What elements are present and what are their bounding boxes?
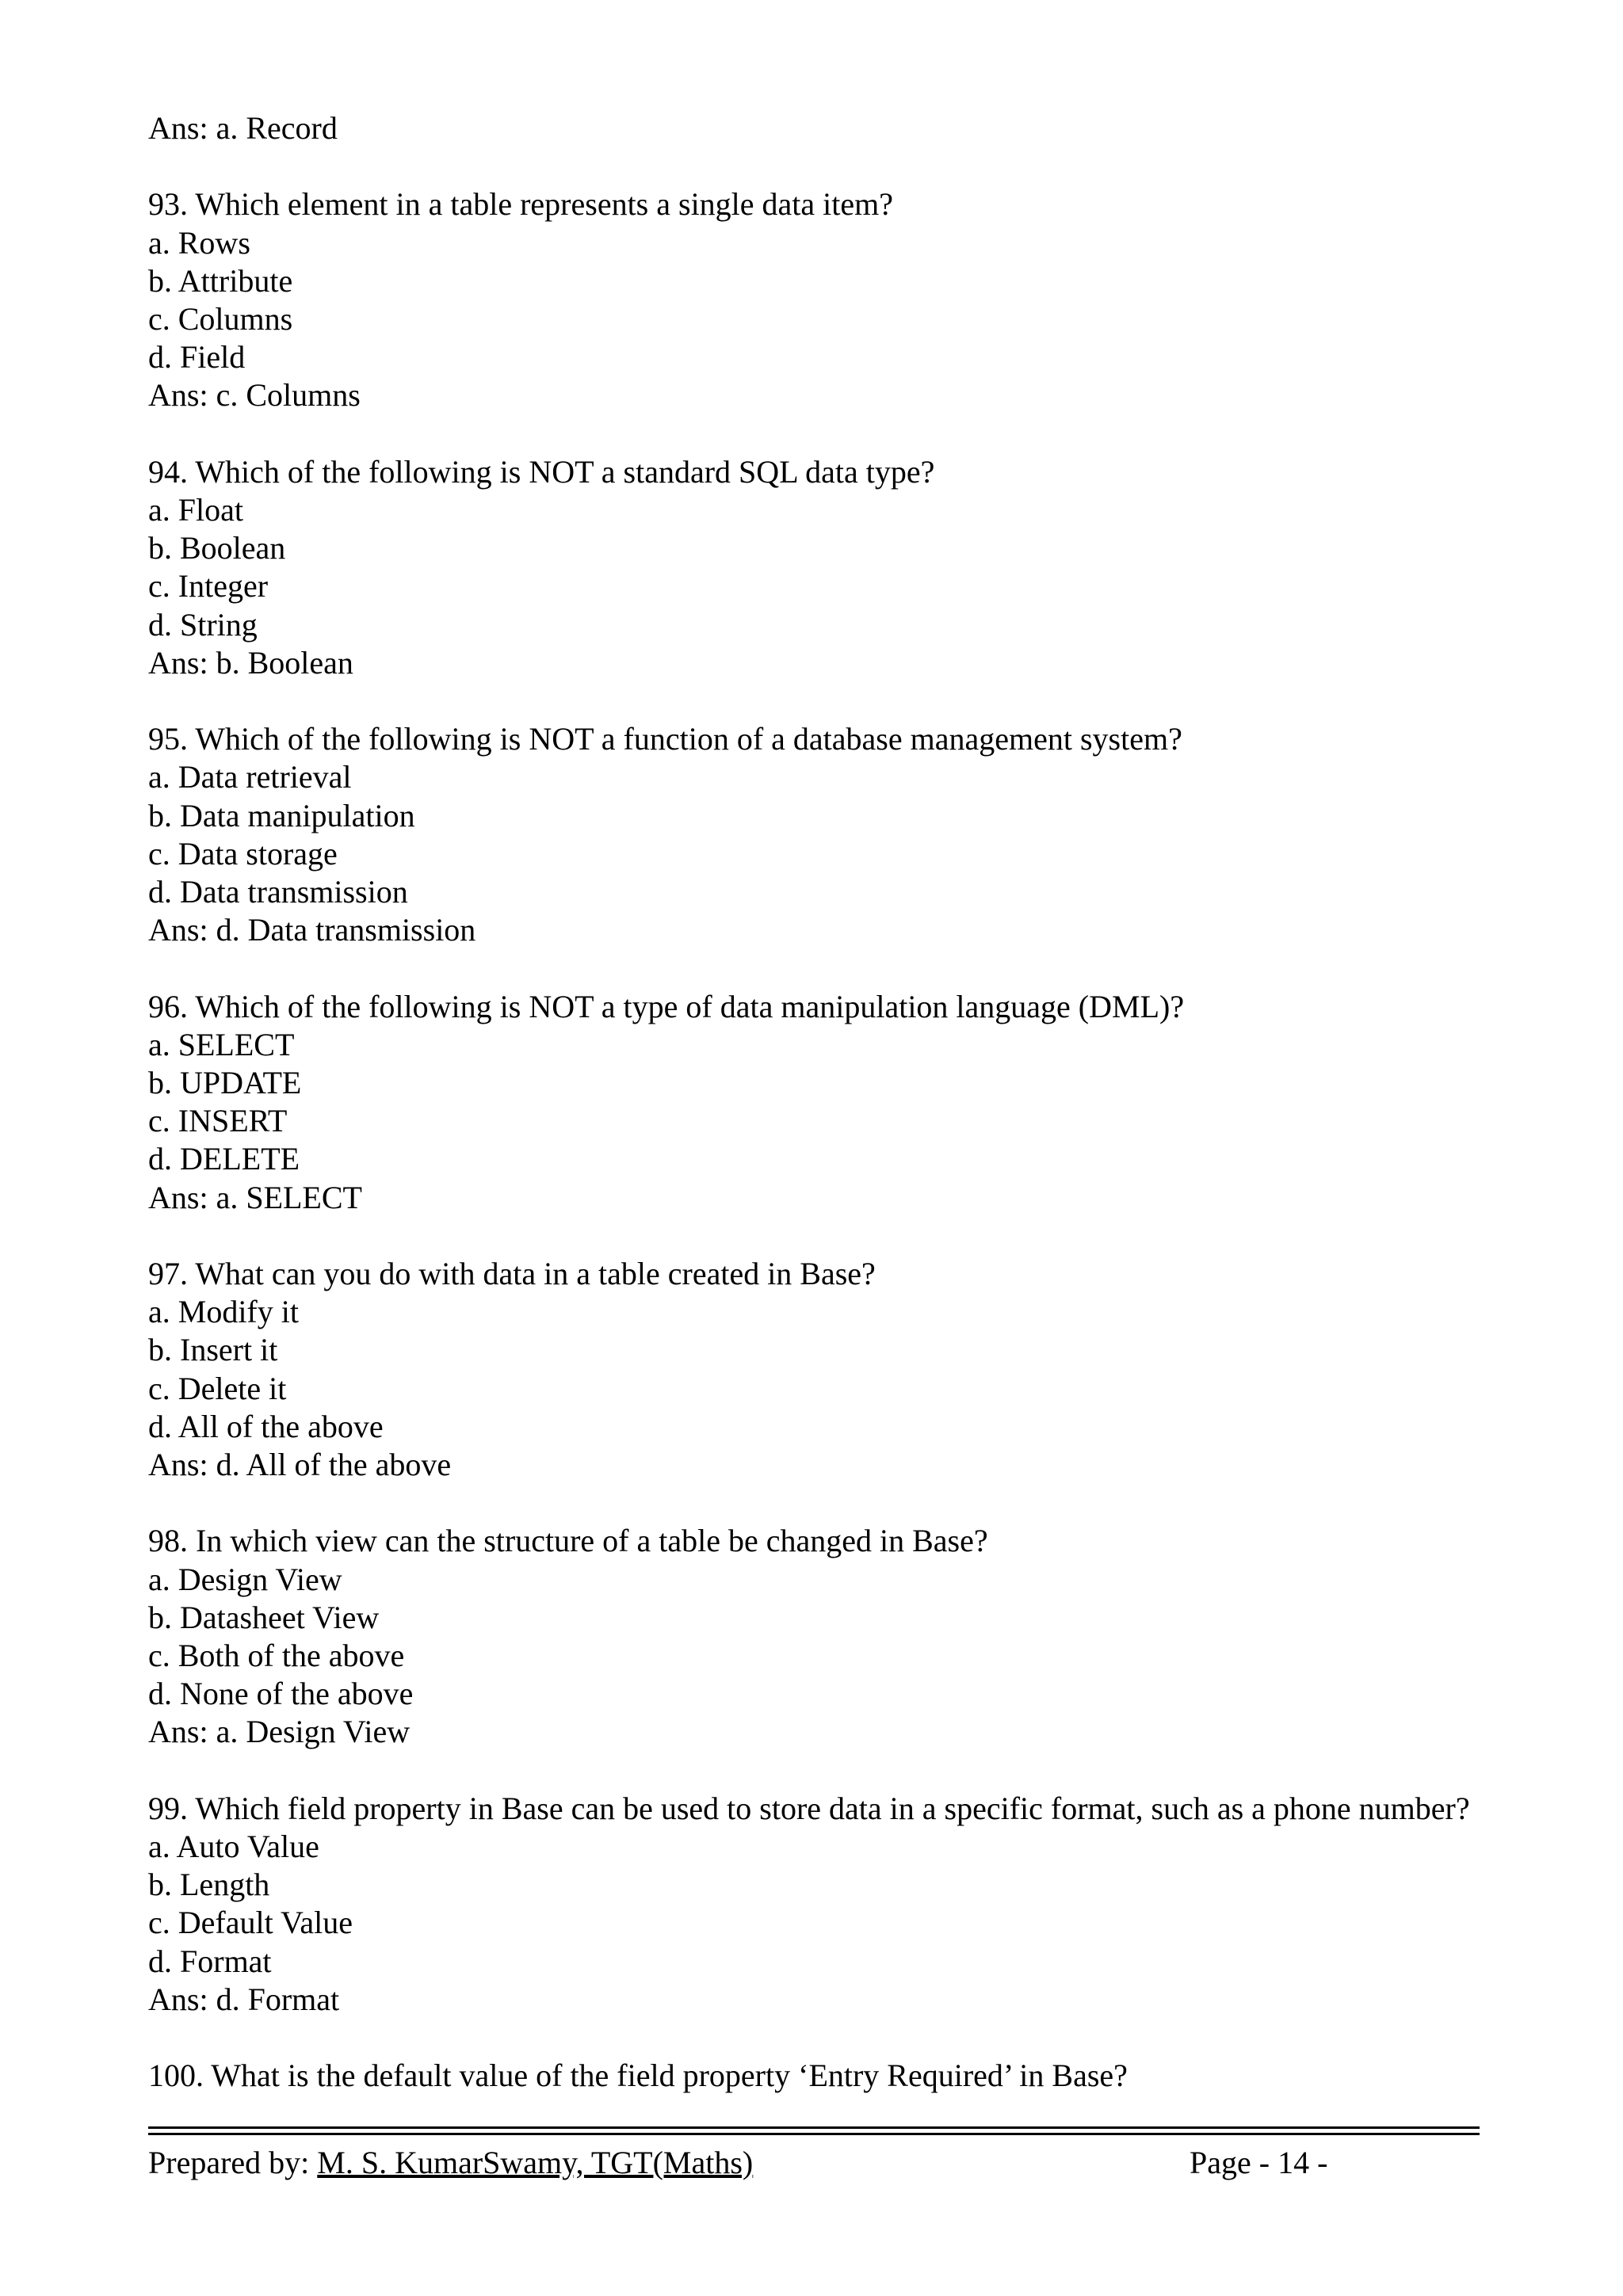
footer-rule-bottom (148, 2133, 1480, 2135)
question-text: 98. In which view can the structure of a table be changed in Base? (148, 1523, 988, 1559)
answer-text: Ans: a. Design View (148, 1714, 411, 1750)
page-footer (148, 2144, 1337, 2182)
question-text: 99. Which field property in Base can be used to store data in a specific format, such as a phone number? (148, 1790, 1470, 1826)
document-body (148, 109, 1495, 2095)
option-b: b. Data manipulation (148, 797, 415, 833)
option-d: d. None of the above (148, 1676, 414, 1712)
option-b: b. UPDATE (148, 1065, 302, 1101)
option-c: c. INSERT (148, 1103, 288, 1139)
option-c: c. Columns (148, 301, 293, 337)
answer-text: Ans: d. Format (148, 1981, 340, 2017)
page-number: Page - 14 - (1190, 2145, 1328, 2180)
question-100-text: 100. What is the default value of the field property ‘Entry Required’ in Base? (148, 2058, 1128, 2094)
option-d: d. Format (148, 1943, 272, 1979)
option-c: c. Integer (148, 568, 269, 605)
option-d: d. Data transmission (148, 874, 408, 910)
question-98 (148, 1522, 1495, 1751)
option-a: a. Auto Value (148, 1829, 319, 1865)
answer-text: Ans: c. Columns (148, 377, 361, 414)
option-b: b. Insert it (148, 1332, 278, 1368)
option-c: c. Both of the above (148, 1638, 405, 1674)
option-a: a. SELECT (148, 1026, 295, 1062)
option-b: b. Length (148, 1867, 270, 1903)
question-text: 94. Which of the following is NOT a standard SQL data type? (148, 453, 935, 490)
question-text: 96. Which of the following is NOT a type of data manipulation language (DML)? (148, 988, 1185, 1024)
question-93 (148, 185, 1495, 414)
option-c: c. Default Value (148, 1905, 353, 1941)
footer-rule-top (148, 2126, 1480, 2129)
footer-prefix: Prepared by: (148, 2145, 318, 2180)
option-d: d. String (148, 606, 258, 643)
question-97 (148, 1255, 1495, 1484)
question-96 (148, 988, 1495, 1217)
option-d: d. All of the above (148, 1408, 384, 1444)
option-b: b. Attribute (148, 262, 293, 299)
option-c: c. Delete it (148, 1370, 287, 1406)
answer-text: Ans: b. Boolean (148, 644, 353, 681)
footer-author: M. S. KumarSwamy, TGT(Maths) (317, 2145, 754, 2180)
option-a: a. Float (148, 492, 243, 528)
answer-text: Ans: d. All of the above (148, 1447, 452, 1483)
answer-text: Ans: a. SELECT (148, 1179, 362, 1215)
option-a: a. Data retrieval (148, 759, 352, 795)
option-d: d. DELETE (148, 1141, 300, 1177)
previous-answer: Ans: a. Record (148, 110, 338, 146)
option-a: a. Modify it (148, 1294, 299, 1330)
question-99 (148, 1790, 1495, 2019)
option-b: b. Datasheet View (148, 1599, 380, 1635)
question-text: 93. Which element in a table represents a single data item? (148, 186, 894, 223)
option-c: c. Data storage (148, 835, 338, 871)
option-b: b. Boolean (148, 530, 286, 566)
question-text: 97. What can you do with data in a table created in Base? (148, 1256, 876, 1292)
question-94 (148, 453, 1495, 682)
option-d: d. Field (148, 339, 246, 376)
question-text: 95. Which of the following is NOT a function of a database management system? (148, 721, 1182, 757)
option-a: a. Design View (148, 1561, 342, 1597)
question-95 (148, 720, 1495, 949)
answer-text: Ans: d. Data transmission (148, 912, 476, 948)
option-a: a. Rows (148, 224, 250, 261)
